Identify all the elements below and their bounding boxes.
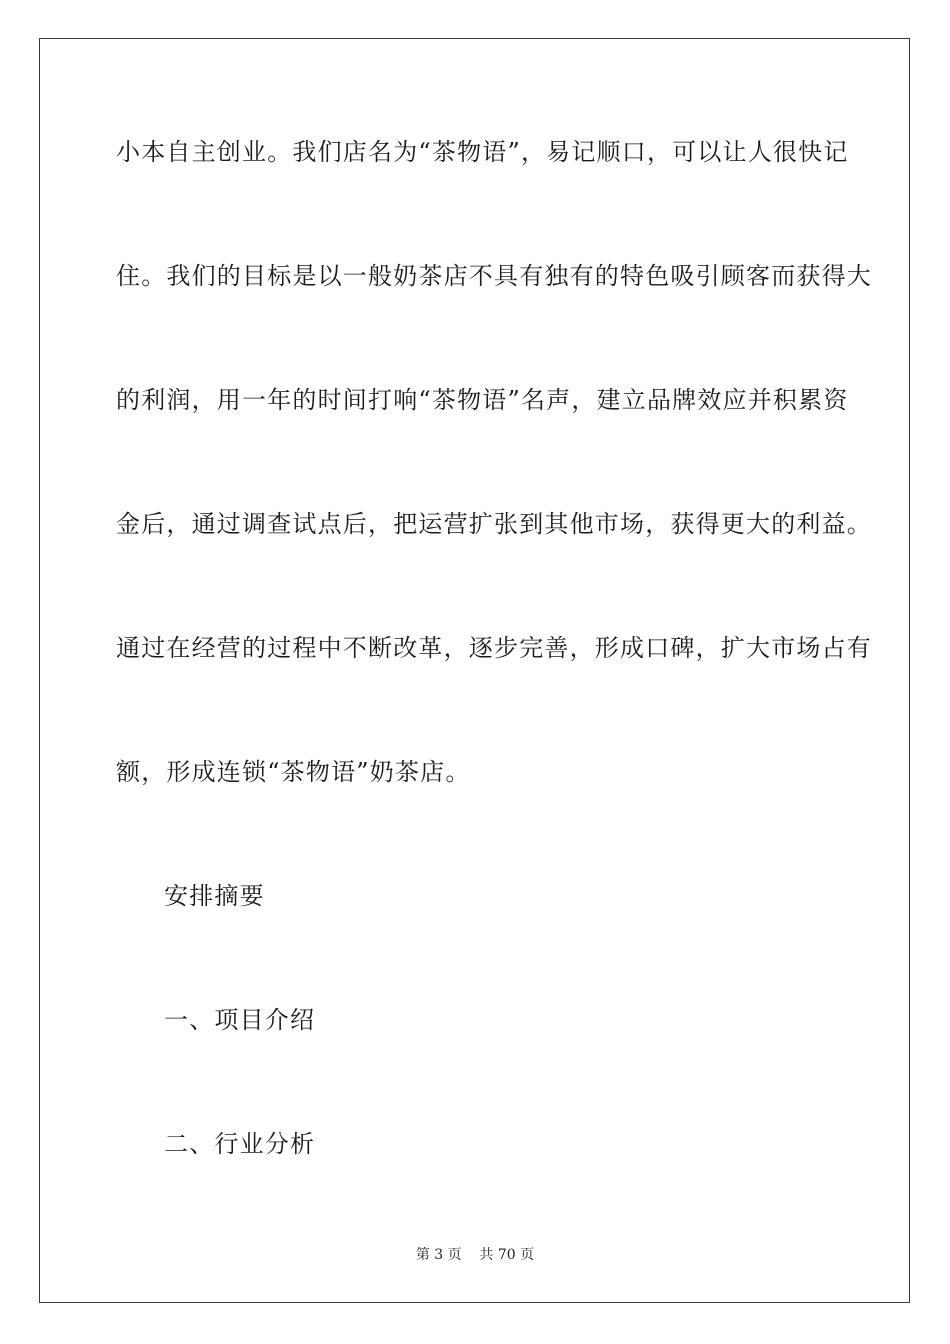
section-heading-industry-analysis: 二、行业分析	[164, 1130, 316, 1158]
paragraph-line: 额，形成连锁“茶物语”奶茶店。	[116, 758, 471, 786]
paragraph-line: 小本自主创业。我们店名为“茶物语”，易记顺口，可以让人很快记	[116, 138, 849, 166]
paragraph-line: 金后，通过调查试点后，把运营扩张到其他市场，获得更大的利益。	[116, 510, 872, 538]
section-heading-project-intro: 一、项目介绍	[164, 1006, 316, 1034]
paragraph-line: 通过在经营的过程中不断改革，逐步完善，形成口碑，扩大市场占有	[116, 634, 872, 662]
paragraph-line: 住。我们的目标是以一般奶茶店不具有独有的特色吸引顾客而获得大	[116, 262, 872, 290]
page-frame	[39, 38, 910, 1303]
section-heading-summary: 安排摘要	[164, 882, 265, 910]
page-number-footer: 第 3 页 共 70 页	[415, 1247, 535, 1263]
paragraph-line: 的利润，用一年的时间打响“茶物语”名声，建立品牌效应并积累资	[116, 386, 849, 414]
